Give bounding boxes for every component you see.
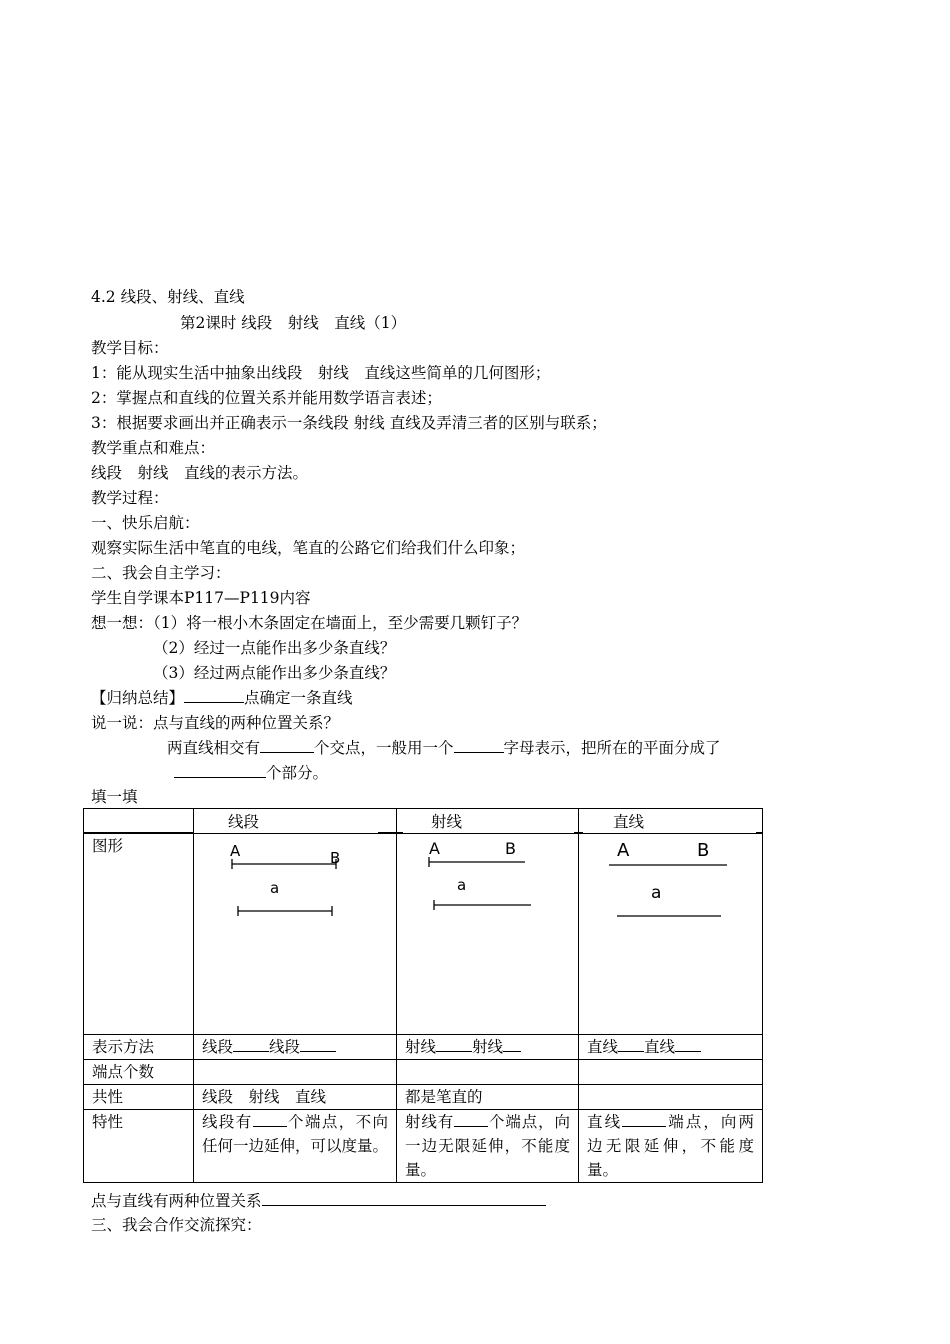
ray-figure-cell (397, 834, 579, 1035)
part1-text: 观察实际生活中笔直的电线，笔直的公路它们给我们什么印象； (91, 539, 526, 557)
think-label: 想一想： (91, 614, 154, 632)
segment-figure (194, 834, 396, 1034)
header-ray-cell (397, 809, 579, 834)
intersect-blank-1[interactable] (260, 738, 314, 753)
endpoints-ray[interactable] (397, 1060, 579, 1085)
property-line-2: 端点，向两边无限延伸，不能度量。 (587, 1113, 754, 1179)
header-segment-cell (194, 809, 397, 834)
common-left: 线段 射线 直线 (194, 1085, 397, 1110)
property-ray-1: 射线有 (405, 1113, 455, 1131)
notation-ray-1: 射线 (405, 1038, 437, 1056)
section-title: 4.2 线段、射线、直线 (91, 288, 245, 306)
ray-figure (397, 834, 578, 1034)
segment-figure-cell (194, 834, 397, 1035)
notation-row (84, 1035, 763, 1060)
property-label: 特性 (84, 1110, 194, 1183)
segment-point-b: B (330, 849, 341, 867)
notation-blank[interactable] (503, 1037, 521, 1052)
notation-blank[interactable] (618, 1037, 644, 1052)
notation-segment-1: 线段 (202, 1038, 234, 1056)
property-row (84, 1110, 763, 1183)
summary-line (91, 688, 353, 708)
intersect-blank-2[interactable] (454, 738, 504, 753)
lesson-title: 第2课时 线段 射线 直线（1） (180, 314, 407, 332)
notation-blank[interactable] (436, 1037, 472, 1052)
notation-ray (397, 1035, 579, 1060)
intersect-line-2 (174, 763, 328, 783)
endpoints-row (84, 1060, 763, 1085)
notation-line-2: 直线 (644, 1038, 676, 1056)
objectives-heading: 教学目标： (91, 339, 169, 357)
property-blank[interactable] (454, 1112, 488, 1127)
summary-label: 【归纳总结】 (91, 689, 185, 707)
notation-label: 表示方法 (84, 1035, 194, 1060)
relation-text: 点与直线有两种位置关系 (91, 1192, 262, 1210)
key-points-heading: 教学重点和难点： (91, 439, 216, 457)
intersect-part4: 个部分。 (266, 764, 329, 782)
common-empty (579, 1085, 763, 1110)
segment-point-a: A (230, 842, 241, 860)
endpoints-line[interactable] (579, 1060, 763, 1085)
notation-line-1: 直线 (587, 1038, 619, 1056)
property-line (579, 1110, 763, 1183)
ray-point-b: B (505, 839, 516, 858)
endpoints-label: 端点个数 (84, 1060, 194, 1085)
intersect-line (167, 738, 721, 758)
part3-heading: 三、我会合作交流探究： (91, 1216, 262, 1234)
relation-line (91, 1191, 546, 1211)
line-figure (579, 834, 762, 1034)
summary-blank[interactable] (184, 688, 244, 703)
property-blank[interactable] (253, 1112, 287, 1127)
property-segment-2: 个端点，不向任何一边延伸，可以度量。 (202, 1113, 389, 1155)
figure-label: 图形 (84, 834, 194, 1035)
process-heading: 教学过程： (91, 489, 169, 507)
notation-blank[interactable] (300, 1037, 336, 1052)
notation-ray-2: 射线 (472, 1038, 504, 1056)
think-line-1 (91, 613, 527, 633)
line-point-a: A (617, 840, 630, 861)
property-ray-2: 个端点，向一边无限延伸，不能度量。 (405, 1113, 570, 1179)
objective-3: 3：根据要求画出并正确表示一条线段 射线 直线及弄清三者的区别与联系； (91, 414, 607, 432)
property-segment-1: 线段有 (202, 1113, 253, 1131)
notation-blank[interactable] (233, 1037, 269, 1052)
intersect-part3: 字母表示，把所在的平面分成了 (503, 739, 721, 757)
header-line-cell (579, 809, 763, 834)
fill-heading: 填一填 (91, 788, 138, 806)
notation-blank[interactable] (675, 1037, 701, 1052)
common-label: 共性 (84, 1085, 194, 1110)
property-segment (194, 1110, 397, 1183)
ray-label-a: a (457, 876, 467, 894)
intersect-part2: 个交点，一般用一个 (314, 739, 454, 757)
common-row (84, 1085, 763, 1110)
say-text: 说一说：点与直线的两种位置关系？ (91, 714, 340, 732)
think-item-3: （3）经过两点能作出多少条直线？ (153, 664, 396, 682)
part1-heading: 一、快乐启航： (91, 514, 200, 532)
objective-1: 1：能从现实生活中抽象出线段 射线 直线这些简单的几何图形； (91, 364, 551, 382)
notation-segment (194, 1035, 397, 1060)
fill-table (83, 808, 763, 1183)
common-right: 都是笔直的 (397, 1085, 579, 1110)
part2-text: 学生自学课本P117—P119内容 (91, 589, 311, 607)
endpoints-segment[interactable] (194, 1060, 397, 1085)
line-label-a: a (651, 883, 662, 903)
ray-point-a: A (429, 839, 440, 858)
intersect-blank-3[interactable] (174, 763, 266, 778)
property-ray (397, 1110, 579, 1183)
table-header-row (84, 809, 763, 834)
think-item-1: （1）将一根小木条固定在墙面上，至少需要几颗钉子？ (153, 614, 528, 632)
header-ray: 射线 (431, 813, 463, 831)
header-segment: 线段 (228, 813, 260, 831)
notation-segment-2: 线段 (269, 1038, 301, 1056)
line-figure-cell (579, 834, 763, 1035)
relation-blank[interactable] (262, 1191, 546, 1206)
think-item-2: （2）经过一点能作出多少条直线？ (153, 639, 396, 657)
key-points: 线段 射线 直线的表示方法。 (91, 464, 309, 482)
property-line-1: 直线 (587, 1113, 623, 1131)
objective-2: 2：掌握点和直线的位置关系并能用数学语言表述； (91, 389, 442, 407)
segment-label-a: a (270, 879, 280, 897)
part2-heading: 二、我会自主学习： (91, 564, 231, 582)
intersect-part1: 两直线相交有 (167, 739, 261, 757)
notation-line (579, 1035, 763, 1060)
header-empty-cell (84, 809, 194, 834)
property-blank[interactable] (622, 1112, 666, 1127)
header-line: 直线 (613, 813, 645, 831)
summary-suffix: 点确定一条直线 (244, 689, 353, 707)
figure-row (84, 834, 763, 1035)
line-point-b: B (697, 840, 710, 861)
